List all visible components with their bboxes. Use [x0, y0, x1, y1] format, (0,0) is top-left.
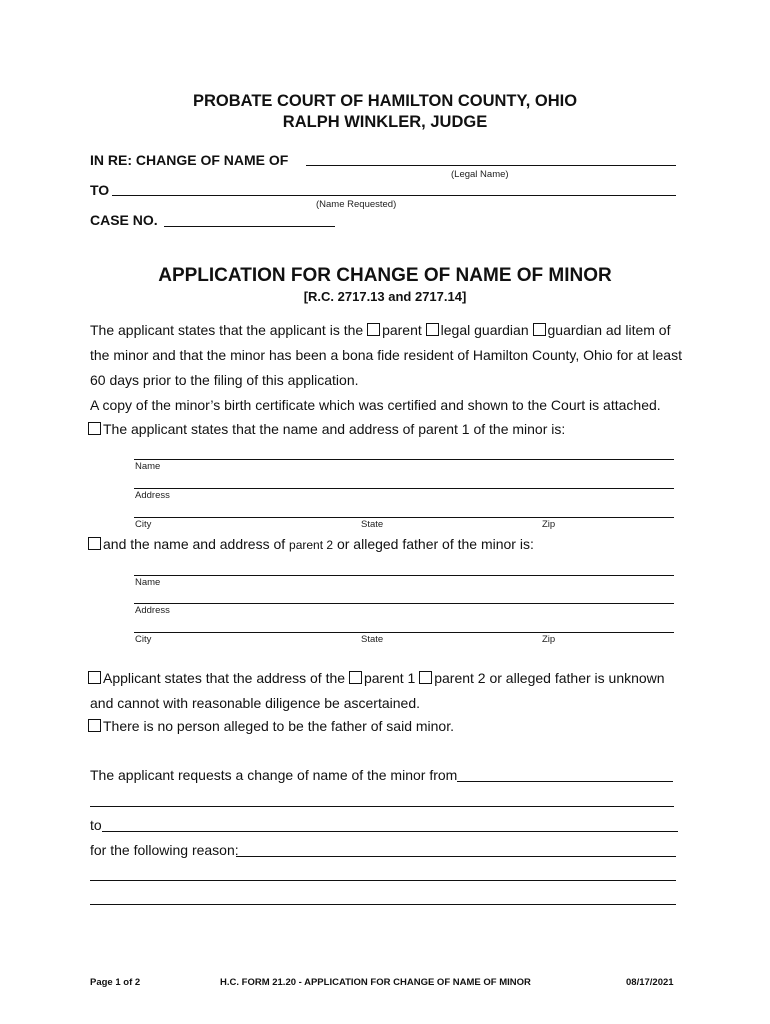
parent2-city-state-zip-field[interactable] — [134, 632, 674, 633]
residency-line-2: 60 days prior to the filing of this application. — [90, 372, 359, 388]
guardian-ad-litem-checkbox[interactable] — [533, 323, 546, 336]
no-father-checkbox[interactable] — [88, 719, 101, 732]
new-name-field[interactable] — [102, 831, 678, 832]
parent1-city-label: City — [135, 519, 152, 530]
judge-name: RALPH WINKLER, JUDGE — [282, 113, 488, 131]
case-no-label: CASE NO. — [90, 212, 158, 228]
parent1-zip-label: Zip — [542, 519, 556, 530]
reason-label: for the following reason: — [90, 842, 239, 858]
parent1-state-label: State — [361, 519, 384, 530]
name-requested-field[interactable] — [112, 195, 676, 196]
unknown-parent1-label: parent 1 — [363, 670, 416, 686]
parent1-statement-row — [88, 421, 565, 437]
guardian-ad-litem-option-label: guardian ad litem of — [547, 322, 671, 338]
parent2-address-field[interactable] — [134, 603, 674, 604]
parent1-statement: The applicant states that the name and address of parent 1 of the minor is: — [103, 421, 566, 437]
legal-name-field[interactable] — [306, 165, 676, 166]
parent2-city-label: City — [135, 634, 152, 645]
birth-certificate-statement: A copy of the minor’s birth certificate which was certified and shown to the Court is attached. — [90, 397, 661, 413]
parent2-statement-b: parent 2 — [289, 538, 334, 552]
unknown-parent1-checkbox[interactable] — [349, 671, 362, 684]
name-requested-hint: (Name Requested) — [316, 199, 397, 210]
no-father-row — [88, 718, 454, 734]
parent1-address-label: Address — [135, 490, 170, 501]
legal-guardian-option-label: legal guardian — [440, 322, 529, 338]
parent-checkbox[interactable] — [367, 323, 380, 336]
parent1-name-field[interactable] — [134, 459, 674, 460]
parent-option-label: parent — [382, 322, 422, 338]
form-statute: [R.C. 2717.13 and 2717.14] — [303, 289, 467, 304]
legal-guardian-checkbox[interactable] — [426, 323, 439, 336]
unknown-parent2-label: parent 2 or alleged father is unknown — [434, 670, 665, 686]
parent2-name-label: Name — [135, 577, 161, 588]
case-no-field[interactable] — [164, 226, 335, 227]
applicant-role-line — [90, 322, 670, 338]
request-to-label: to — [90, 817, 102, 833]
parent1-address-field[interactable] — [134, 488, 674, 489]
no-father-text: There is no person alleged to be the father of said minor. — [103, 718, 454, 734]
form-title: APPLICATION FOR CHANGE OF NAME OF MINOR — [158, 265, 612, 286]
form-id: H.C. FORM 21.20 - APPLICATION FOR CHANGE OF NAME OF MINOR — [220, 977, 531, 988]
parent2-statement-c: or alleged father of the minor is: — [336, 536, 534, 552]
court-name: PROBATE COURT OF HAMILTON COUNTY, OHIO — [192, 92, 578, 110]
parent1-city-state-zip-field[interactable] — [134, 517, 674, 518]
parent2-address-label: Address — [135, 605, 170, 616]
unknown-address-row — [88, 670, 665, 686]
in-re-label: IN RE: CHANGE OF NAME OF — [90, 152, 289, 168]
residency-line-1: the minor and that the minor has been a bona fide resident of Hamilton County, Ohio for at least — [90, 347, 682, 363]
to-label: TO — [90, 182, 110, 198]
applicant-intro: The applicant states that the applicant is the — [90, 322, 364, 338]
unknown-address-line-2: and cannot with reasonable diligence be ascertained. — [90, 695, 421, 711]
parent2-name-field[interactable] — [134, 575, 674, 576]
unknown-address-checkbox[interactable] — [88, 671, 101, 684]
reason-field[interactable] — [236, 856, 676, 857]
parent1-name-label: Name — [135, 461, 161, 472]
parent1-checkbox[interactable] — [88, 422, 101, 435]
parent2-state-label: State — [361, 634, 384, 645]
parent2-statement-row — [88, 536, 534, 552]
reason-field-line-2[interactable] — [90, 880, 676, 881]
parent2-statement-a: and the name and address of — [103, 536, 286, 552]
unknown-parent2-checkbox[interactable] — [419, 671, 432, 684]
unknown-address-text: Applicant states that the address of the — [103, 670, 346, 686]
legal-name-hint: (Legal Name) — [451, 169, 509, 180]
reason-field-line-3[interactable] — [90, 904, 676, 905]
current-name-field[interactable] — [457, 781, 673, 782]
page-number: Page 1 of 2 — [90, 977, 141, 988]
form-date: 08/17/2021 — [626, 977, 674, 988]
current-name-field-cont[interactable] — [90, 806, 674, 807]
parent2-zip-label: Zip — [542, 634, 556, 645]
request-from-label: The applicant requests a change of name of the minor from — [90, 767, 458, 783]
parent2-checkbox[interactable] — [88, 537, 101, 550]
